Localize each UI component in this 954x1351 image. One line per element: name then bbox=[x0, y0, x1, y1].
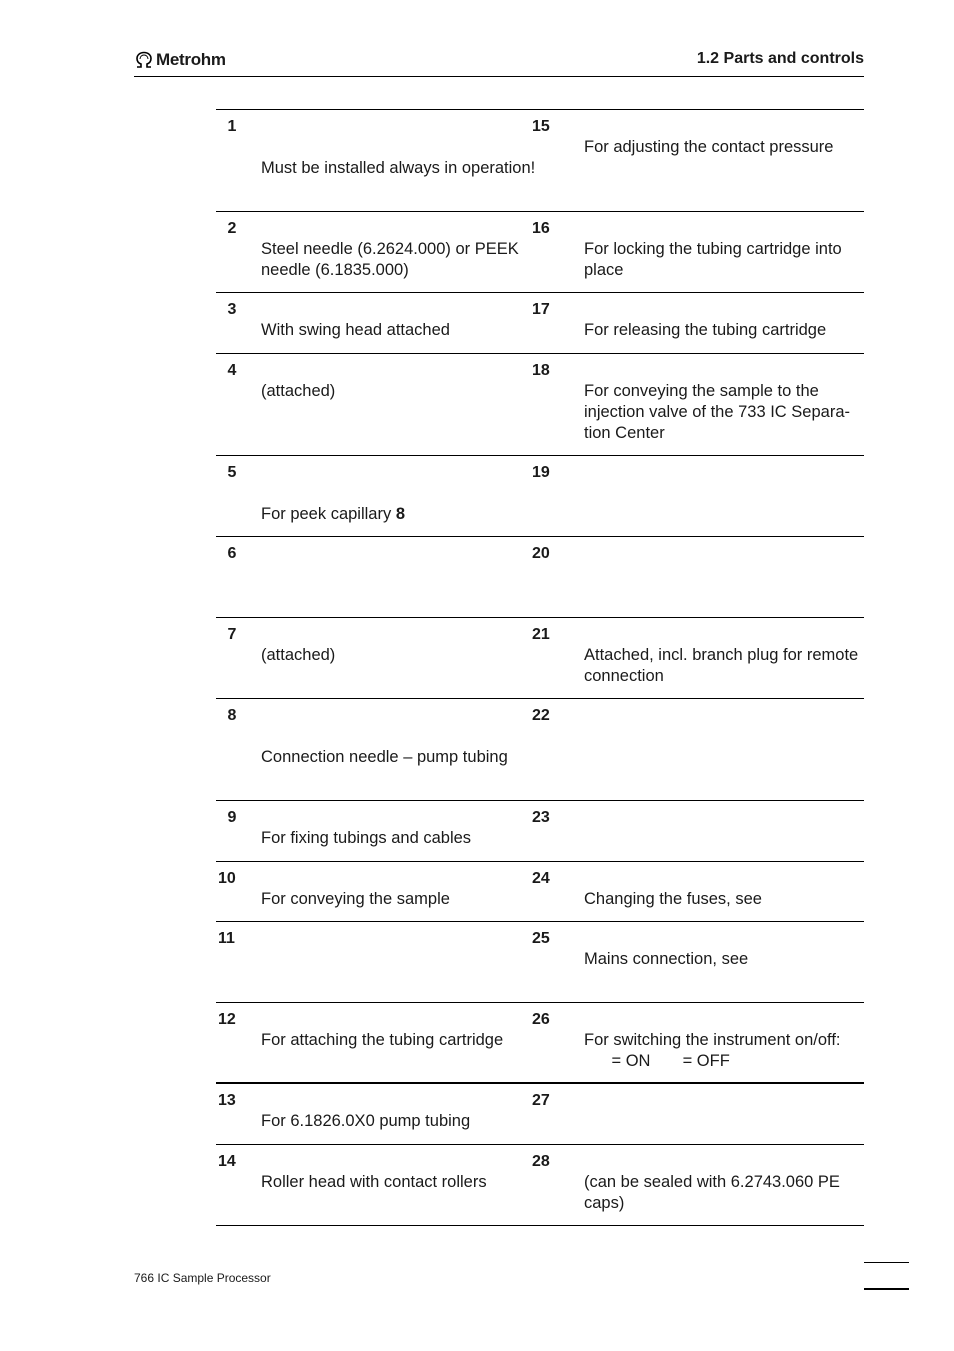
part-description bbox=[216, 320, 540, 341]
part-description bbox=[540, 239, 864, 281]
part-description-text: Must be installed always in operation! bbox=[261, 159, 536, 177]
table-row bbox=[216, 212, 864, 293]
part-cell-right bbox=[532, 212, 864, 292]
part-description bbox=[216, 381, 540, 402]
part-description-text: (attached) bbox=[261, 382, 336, 400]
part-description bbox=[540, 381, 864, 444]
part-cell-right bbox=[532, 618, 864, 698]
part-description-text: Mains connection, see bbox=[584, 950, 749, 968]
part-cell-left bbox=[216, 1084, 540, 1144]
part-description bbox=[216, 239, 540, 281]
parts-table bbox=[216, 109, 864, 1226]
part-cell-left bbox=[216, 212, 540, 292]
part-cell-left bbox=[216, 862, 540, 921]
part-description bbox=[540, 1172, 864, 1214]
part-number: 9 bbox=[227, 809, 237, 826]
part-number: 19 bbox=[532, 464, 550, 481]
part-cell-left bbox=[216, 456, 540, 536]
part-cell-right bbox=[532, 922, 864, 1002]
metrohm-omega-icon bbox=[134, 51, 154, 69]
part-cell-right bbox=[532, 456, 864, 536]
table-row bbox=[216, 354, 864, 456]
part-description-text: Connection needle – pump tubing bbox=[261, 748, 508, 766]
part-description bbox=[540, 1030, 864, 1072]
part-description-text: Steel needle (6.2624.000) or PEEK needle (6.1835.000) bbox=[261, 240, 519, 279]
part-number: 26 bbox=[532, 1011, 550, 1028]
part-number: 20 bbox=[532, 545, 550, 562]
part-cell-right bbox=[532, 110, 864, 211]
part-description-text: For conveying the sample to the injection valve of the 733 IC Separa-tion Center bbox=[584, 382, 850, 442]
part-description-text: For switching the instrument on/off: bbox=[584, 1031, 841, 1049]
part-cell-right bbox=[532, 537, 864, 617]
part-number: 24 bbox=[532, 870, 550, 887]
part-cell-left bbox=[216, 110, 540, 211]
brand-logo bbox=[134, 50, 226, 70]
table-row bbox=[216, 293, 864, 354]
part-number: 17 bbox=[532, 301, 550, 318]
page-number-rule-bottom bbox=[864, 1288, 909, 1290]
part-description-text: For adjusting the contact pressure bbox=[584, 138, 834, 156]
part-description-text: For releasing the tubing cartridge bbox=[584, 321, 827, 339]
part-number: 6 bbox=[227, 545, 237, 562]
part-description-text: For 6.1826.0X0 pump tubing bbox=[261, 1112, 471, 1130]
part-description bbox=[540, 320, 864, 341]
part-number: 2 bbox=[227, 220, 237, 237]
part-description bbox=[216, 645, 540, 666]
part-description-text: (attached) bbox=[261, 646, 336, 664]
part-description bbox=[540, 137, 864, 158]
part-description-text: For conveying the sample bbox=[261, 890, 450, 908]
part-number: 13 bbox=[218, 1092, 236, 1109]
part-number: 12 bbox=[218, 1011, 236, 1028]
part-description bbox=[540, 645, 864, 687]
part-number: 1 bbox=[227, 118, 237, 135]
part-number: 15 bbox=[532, 118, 550, 135]
part-number: 27 bbox=[532, 1092, 550, 1109]
part-number: 16 bbox=[532, 220, 550, 237]
switch-states: = ON = OFF bbox=[584, 1052, 730, 1070]
part-description bbox=[216, 747, 540, 768]
part-description-text: For attaching the tubing cartridge bbox=[261, 1031, 504, 1049]
part-number: 18 bbox=[532, 362, 550, 379]
part-description bbox=[216, 889, 540, 910]
part-cell-right bbox=[532, 293, 864, 353]
table-row bbox=[216, 1145, 864, 1226]
part-cell-right bbox=[532, 1145, 864, 1225]
part-cell-right bbox=[532, 1003, 864, 1082]
part-number: 25 bbox=[532, 930, 550, 947]
table-row bbox=[216, 618, 864, 699]
part-name bbox=[216, 483, 540, 504]
table-row bbox=[216, 537, 864, 618]
part-description-text: Roller head with contact rollers bbox=[261, 1173, 487, 1191]
part-description-text: Attached, incl. branch plug for remote connection bbox=[584, 646, 859, 685]
part-cell-right bbox=[532, 354, 864, 455]
part-cell-right bbox=[532, 862, 864, 921]
part-number: 28 bbox=[532, 1153, 550, 1170]
part-description bbox=[540, 889, 864, 910]
part-number: 4 bbox=[227, 362, 237, 379]
page-header bbox=[134, 48, 864, 77]
part-cell-left bbox=[216, 537, 540, 617]
table-row bbox=[216, 1084, 864, 1145]
part-description-text: Changing the fuses, see bbox=[584, 890, 762, 908]
part-reference-number: 8 bbox=[395, 505, 405, 523]
table-row bbox=[216, 1003, 864, 1084]
part-description bbox=[216, 1111, 540, 1132]
table-row bbox=[216, 456, 864, 537]
part-cell-right bbox=[532, 1084, 864, 1144]
part-description bbox=[216, 504, 540, 525]
part-description-text: For locking the tubing cartridge into place bbox=[584, 240, 842, 279]
part-description bbox=[540, 949, 864, 970]
part-description-text: With swing head attached bbox=[261, 321, 450, 339]
part-number: 10 bbox=[218, 870, 236, 887]
part-number: 5 bbox=[227, 464, 237, 481]
part-description bbox=[216, 1172, 540, 1193]
part-cell-left bbox=[216, 801, 540, 861]
part-cell-left bbox=[216, 922, 540, 1002]
part-number: 14 bbox=[218, 1153, 236, 1170]
part-cell-right bbox=[532, 699, 864, 800]
part-cell-left bbox=[216, 1003, 540, 1082]
part-description bbox=[216, 158, 540, 179]
table-row bbox=[216, 862, 864, 922]
part-number: 3 bbox=[227, 301, 237, 318]
part-cell-left bbox=[216, 1145, 540, 1225]
part-number: 8 bbox=[227, 707, 237, 724]
part-cell-left bbox=[216, 354, 540, 455]
logo-text: Metrohm bbox=[156, 50, 226, 69]
part-cell-right bbox=[532, 801, 864, 861]
part-name bbox=[216, 726, 540, 747]
section-title: 1.2 Parts and controls bbox=[696, 50, 864, 67]
part-number: 11 bbox=[218, 930, 235, 947]
part-cell-left bbox=[216, 618, 540, 698]
part-number: 22 bbox=[532, 707, 550, 724]
table-row bbox=[216, 110, 864, 212]
page-number-rule-top bbox=[864, 1262, 909, 1263]
part-name bbox=[216, 137, 540, 158]
part-description bbox=[216, 828, 540, 849]
table-row bbox=[216, 922, 864, 1003]
footer-product-name: 766 IC Sample Processor bbox=[134, 1271, 271, 1285]
part-description-text: (can be sealed with 6.2743.060 PE caps) bbox=[584, 1173, 840, 1212]
table-row bbox=[216, 801, 864, 862]
part-number: 21 bbox=[532, 626, 550, 643]
part-cell-left bbox=[216, 699, 540, 800]
part-number: 23 bbox=[532, 809, 550, 826]
part-cell-left bbox=[216, 293, 540, 353]
part-description bbox=[216, 1030, 540, 1051]
table-row bbox=[216, 699, 864, 801]
part-number: 7 bbox=[227, 626, 237, 643]
part-description-text: For fixing tubings and cables bbox=[261, 829, 472, 847]
part-description-text: For peek capillary bbox=[261, 505, 396, 523]
